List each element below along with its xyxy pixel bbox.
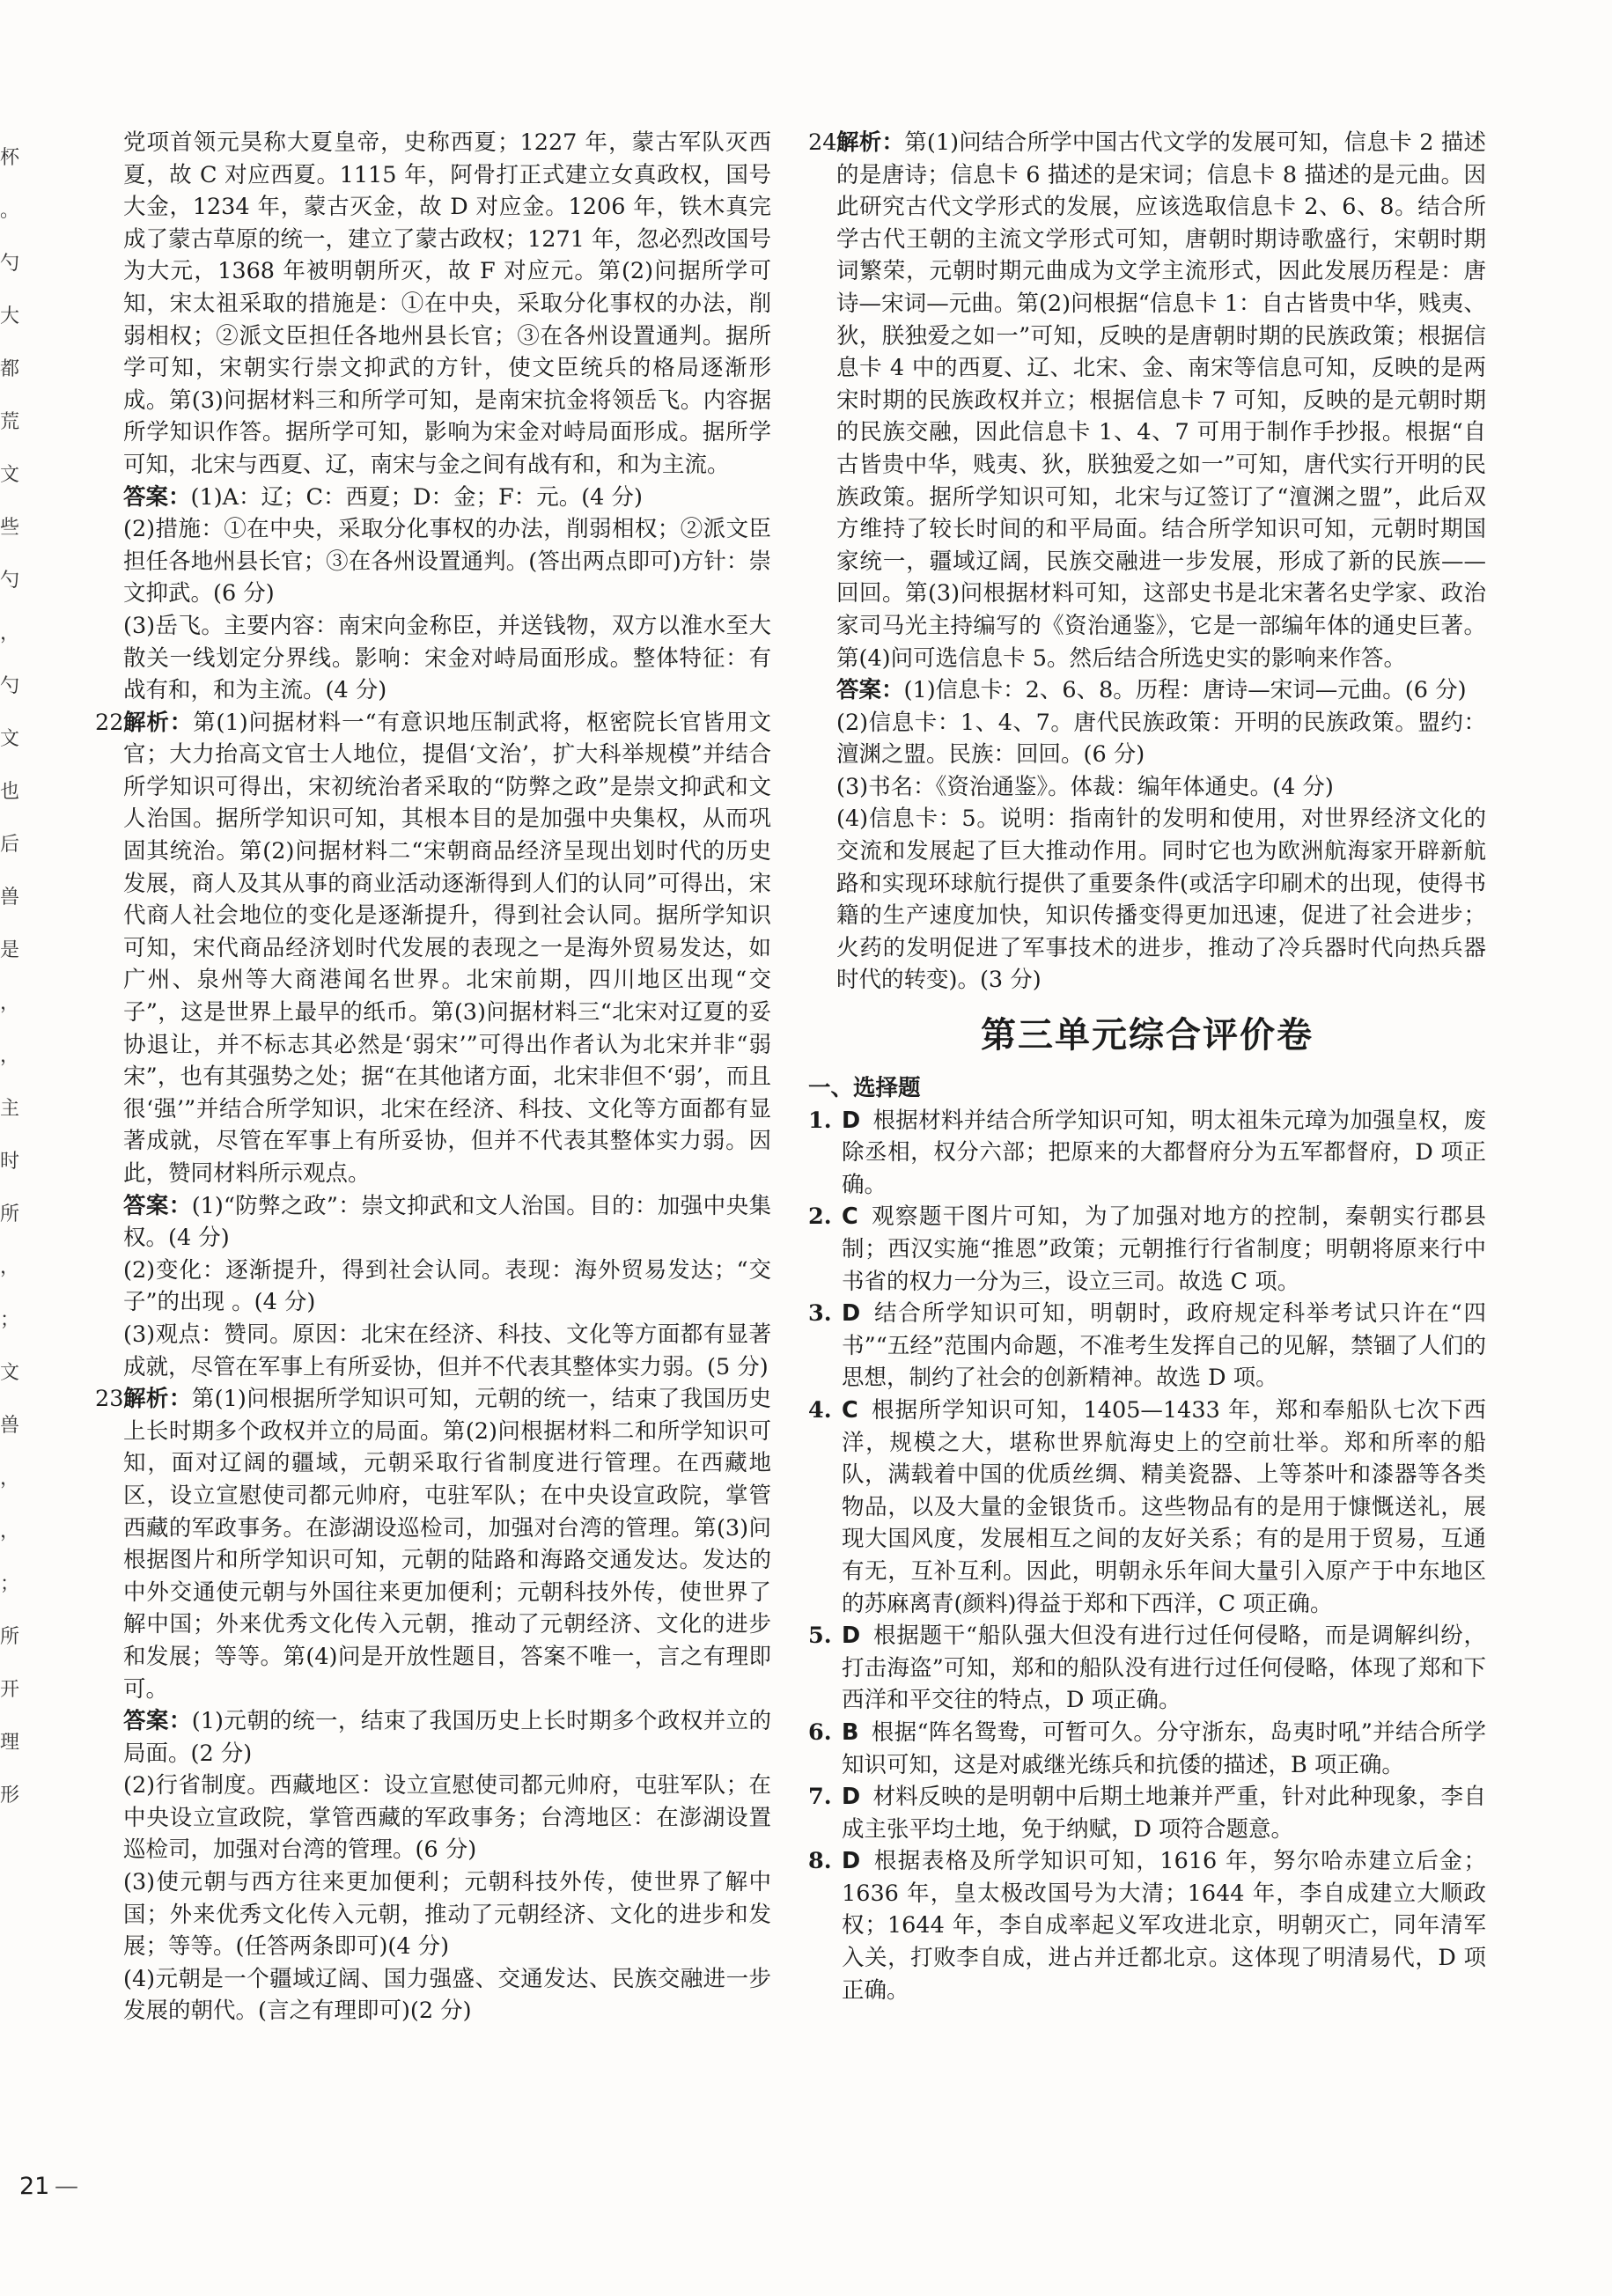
choice-answer-letter: D [842,1300,861,1328]
edge-char: 形 [0,1785,20,1807]
choice-answer-letter: C [842,1203,858,1231]
choice-explanation: 根据题干“船队强大但没有进行过任何侵略，而是调解纠纷，打击海盗”可知，郑和的船队没有进行过任何侵略，体现了郑和下西洋和平交往的特点，D 项正确。 [842,1623,1486,1714]
page-edge-text [0,132,20,1822]
choice-answer-letter: D [842,1848,861,1875]
q21-answer-1: 答案：(1)A：辽；C：西夏；D：金；F：元。(4 分) [123,483,643,511]
page-number-dash: — [55,2173,78,2200]
choice-answer-letter: D [842,1784,861,1811]
q24-answer-1: 答案：(1)信息卡：2、6、8。历程：唐诗—宋词—元曲。(6 分) [836,677,1467,704]
edge-char: 后 [0,834,20,856]
choice-number: 8. [808,1848,832,1875]
edge-char: 时 [0,1151,20,1173]
q23-answer-1: 答案：(1)元朝的统一，结束了我国历史上长时期多个政权并立的局面。(2 分) [123,1708,771,1767]
answer-label: 答案： [123,1708,192,1735]
q21-analysis-text: 党项首领元昊称大夏皇帝，史称西夏；1227 年，蒙古军队灭西夏，故 C 对应西夏。1115 年，阿骨打正式建立女真政权，国号大金，1234 年，蒙古灭金，故 D 对应金。1206 年，铁木真完成了蒙古草原的统一，建立了蒙古政权；1271 年，忽必烈改国号为大元，1368 年被明朝所灭，故 F 对应元。第(2)问据所学可知，宋太祖采取的措施是：①在中央，采取分化事权的办法，削弱相权；②派文臣担任各地州县长官；③在各州设置通判。据所学可知，宋朝实行崇文抑武的方针，使文臣统兵的格局逐渐形成。第(3)问据材料三和所学可知，是南宋抗金将领岳飞。内容据所学知识作答。据所学可知，影响为宋金对峙局面形成。据所学可知，北宋与西夏、辽，南宋与金之间有战有和，和为主流。 [123,129,772,478]
edge-char: 勺 [0,253,20,275]
choice-explanation: 根据材料并结合所学知识可知，明太祖朱元璋为加强皇权，废除丞相，权分六部；把原来的大都督府分为五军都督府，D 项正确。 [842,1107,1486,1198]
choice-item [808,1620,1486,1717]
q21-continuation [95,127,771,707]
choice-explanation: 结合所学知识可知，明朝时，政府规定科举考试只许在“四书”“五经”范围内命题，不准考生发挥自己的见解，禁锢了人们的思想，制约了社会的创新精神。故选 D 项。 [842,1300,1486,1392]
choice-answer-letter: C [842,1396,858,1424]
q23-answer-3: (3)使元朝与西方往来更加便利；元朝科技外传，使世界了解中国；外来优秀文化传入元朝，推动了元朝经济、文化的进步和发展；等等。(任答两条即可)(4 分) [123,1869,771,1961]
edge-char: ， [0,1520,20,1542]
edge-char: ， [0,622,20,644]
q22-answer-3: (3)观点：赞同。原因：北宋在经济、科技、文化等方面都有显著成就，尽管在军事上有所妥协，但并不代表其整体实力弱。(5 分) [123,1321,771,1380]
edge-char: 兽 [0,887,20,909]
q24-answer-3: (3)书名：《资治通鉴》。体裁：编年体通史。(4 分) [836,773,1334,800]
q24-answer-2: (2)信息卡：1、4、7。唐代民族政策：开明的民族政策。盟约：澶渊之盟。民族：回回。(6 分) [836,709,1486,769]
q22-answer-2: (2)变化：逐渐提升，得到社会认同。表现：海外贸易发达；“交子”的出现 。(4 分) [123,1256,771,1316]
choice-answer-letter: B [842,1718,859,1746]
q24-number: 24. [808,129,844,156]
edge-char: 是 [0,939,20,961]
q23-analysis: 解析：第(1)问根据所学知识可知，元朝的统一，结束了我国历史上长时期多个政权并立的局面。第(2)问根据材料二和所学知识可知，面对辽阔的疆域，元朝采取行省制度进行管理。在西藏地区，设立宣慰使司都元帅府，屯驻军队；在中央设宣政院，掌管西藏的军政事务。在澎湖设巡检司，加强对台湾的管理。第(3)问根据图片和所学知识可知，元朝的陆路和海路交通发达。发达的中外交通使元朝与外国往来更加便利；元朝科技外传，使世界了解中国；外来优秀文化传入元朝，推动了元朝经济、文化的进步和发展；等等。第(4)问是开放性题目，答案不唯一，言之有理即可。 [123,1386,771,1703]
choice-number: 5. [808,1623,832,1650]
q22 [95,707,771,1383]
choice-answer-letter: D [842,1107,861,1134]
edge-char: ； [0,1309,20,1331]
edge-char: 杯 [0,147,20,169]
edge-char: 文 [0,728,20,750]
analysis-label: 解析： [123,709,194,736]
choice-item [808,1298,1486,1395]
q23 [95,1383,771,2027]
choice-number: 4. [808,1396,832,1424]
edge-char: 理 [0,1732,20,1754]
choice-number: 2. [808,1203,832,1231]
edge-char: ， [0,1256,20,1278]
edge-char: 大 [0,305,20,327]
section-title: 第三单元综合评价卷 [981,1015,1314,1056]
answer-label: 答案： [123,483,191,511]
choice-number: 6. [808,1718,832,1746]
choice-number: 1. [808,1107,832,1134]
choice-explanation: 观察题干图片可知，为了加强对地方的控制，秦朝实行郡县制；西汉实施“推恩”政策；元朝推行行省制度；明朝将原来行中书省的权力一分为三，设立三司。故选 C 项。 [842,1203,1486,1295]
answer-label: 答案： [836,677,904,704]
edge-char: ， [0,1045,20,1067]
choice-explanation: 根据表格及所学知识可知，1616 年，努尔哈赤建立后金；1636 年，皇太极改国号为大清；1644 年，李自成建立大顺政权；1644 年，李自成率起义军攻进北京，明朝灭亡，同年清军入关，打败李自成，进占并迁都北京。这体现了明清易代，D 项正确。 [842,1848,1486,2004]
analysis-label: 解析： [836,129,905,156]
q22-number: 22. [95,709,131,736]
q23-answer-4: (4)元朝是一个疆域辽阔、国力强盛、交通发达、民族交融进一步发展的朝代。(言之有理即可)(2 分) [123,1965,771,2025]
right-column [808,127,1486,2006]
choice-item [808,1201,1486,1298]
q23-answer-2: (2)行省制度。西藏地区：设立宣慰使司都元帅府，屯驻军队；在中央设立宣政院，掌管西藏的军政事务；台湾地区：在澎湖设置巡检司，加强对台湾的管理。(6 分) [123,1772,771,1864]
q24-answer-4: (4)信息卡：5。说明：指南针的发明和使用，对世界经济文化的交流和发展起了巨大推动作用。同时它也为欧洲航海家开辟新航路和实现环球航行提供了重要条件(或活字印刷术的出现，使得书籍的生产速度加快，知识传播变得更加迅速，促进了社会进步；火药的发明促进了军事技术的进步，推动了冷兵器时代向热兵器时代的转变)。(3 分) [836,806,1486,994]
subsection-title: 一、选择题 [808,1075,921,1102]
q22-analysis: 解析：第(1)问据材料一“有意识地压制武将，枢密院长官皆用文官；大力抬高文官士人地位，提倡‘文治’，扩大科举规模”并结合所学知识可得出，宋初统治者采取的“防弊之政”是崇文抑武和文人治国。据所学知识可知，其根本目的是加强中央集权，从而巩固其统治。第(2)问据材料二“宋朝商品经济呈现出划时代的历史发展，商人及其从事的商业活动逐渐得到人们的认同”可得出，宋代商人社会地位的变化是逐渐提升，得到社会认同。据所学知识可知，宋代商品经济划时代发展的表现之一是海外贸易发达，如广州、泉州等大商港闻名世界。北宋前期，四川地区出现“交子”，这是世界上最早的纸币。第(3)问据材料三“北宋对辽夏的妥协退让，并不标志其必然是‘弱宋’”可得出作者认为北宋并非“弱宋”，也有其强势之处；据“在其他诸方面，北宋非但不‘弱’，而且很‘强’”并结合所学知识，北宋在经济、科技、文化等方面都有显著成就，尽管在军事上有所妥协，但并不代表其整体实力弱。因此，赞同材料所示观点。 [123,709,771,1187]
choice-number: 3. [808,1300,832,1328]
page-number: 21 [19,2173,50,2200]
edge-char: 文 [0,464,20,486]
q21-answer-2: (2)措施：①在中央，采取分化事权的办法，削弱相权；②派文臣担任各地州县长官；③在各州设置通判。(答出两点即可)方针：崇文抑武。(6 分) [123,516,771,607]
q23-number: 23. [95,1386,131,1413]
edge-char: ； [0,1573,20,1595]
choice-number: 7. [808,1784,832,1811]
choice-item [808,1845,1486,2006]
choice-explanation: 根据“阵名鸳鸯，可暂可久。分守浙东，岛夷时吼”并结合所学知识可知，这是对戚继光练兵和抗倭的描述，B 项正确。 [842,1718,1486,1778]
edge-char: 勺 [0,570,20,592]
edge-char: ， [0,992,20,1014]
choice-explanation: 根据所学知识可知，1405—1433 年，郑和奉船队七次下西洋，规模之大，堪称世界航海史上的空前壮举。郑和所率的船队，满载着中国的优质丝绸、精美瓷器、上等茶叶和漆器等各类物品，以及大量的金银货币。这些物品有的是用于慷慨送礼，展现大国风度，发展相互之间的友好关系；有的是用于贸易，互通有无，互补互利。因此，明朝永乐年间大量引入原产于中东地区的苏麻离青(颜料)得益于郑和下西洋，C 项正确。 [842,1396,1486,1617]
choice-item [808,1105,1486,1202]
edge-char: 所 [0,1626,20,1648]
choice-answer-letter: D [842,1623,861,1650]
choice-item [808,1717,1486,1781]
edge-char: 所 [0,1203,20,1225]
edge-char: 勺 [0,675,20,697]
choice-item [808,1395,1486,1620]
edge-char: ， [0,1468,20,1490]
q22-answer-1: 答案：(1)“防弊之政”：崇文抑武和文人治国。目的：加强中央集权。(4 分) [123,1192,771,1252]
choice-item [808,1781,1486,1845]
left-column [95,127,771,2027]
edge-char: 开 [0,1679,20,1701]
choice-list [808,1105,1486,2007]
edge-char: 。 [0,200,20,222]
edge-char: 荒 [0,411,20,433]
q24-analysis: 解析：第(1)问结合所学中国古代文学的发展可知，信息卡 2 描述的是唐诗；信息卡 6 描述的是宋词；信息卡 8 描述的是元曲。因此研究古代文学形式的发展，应该选取信息卡 2、6、8。结合所学古代王朝的主流文学形式可知，唐朝时期诗歌盛行，宋朝时期词繁荣，元朝时期元曲成为文学主流形式，因此发展历程是：唐诗—宋词—元曲。第(2)问根据“信息卡 1：自古皆贵中华，贱夷、狄，朕独爱之如一”可知，反映的是唐朝时期的民族政策；根据信息卡 4 中的西夏、辽、北宋、金、南宋等信息可知，反映的是两宋时期的民族政权并立；根据信息卡 7 可知，反映的是元朝时期的民族交融，因此信息卡 1、4、7 可用于制作手抄报。根据“自古皆贵中华，贱夷、狄，朕独爱之如一”可知，唐代实行开明的民族政策。据所学知识可知，北宋与辽签订了“澶渊之盟”，此后双方维持了较长时间的和平局面。结合所学知识可知，元朝时期国家统一，疆域辽阔，民族交融进一步发展，形成了新的民族——回回。第(3)问根据材料可知，这部史书是北宋著名史学家、政治家司马光主持编写的《资治通鉴》，它是一部编年体的通史巨著。第(4)问可选信息卡 5。然后结合所选史实的影响来作答。 [836,129,1486,672]
edge-char: 文 [0,1362,20,1384]
edge-char: 主 [0,1098,20,1120]
q24 [808,127,1486,997]
edge-char: 些 [0,517,20,539]
edge-char: 也 [0,781,20,803]
choice-explanation: 材料反映的是明朝中后期土地兼并严重，针对此种现象，李自成主张平均土地，免于纳赋，D 项符合题意。 [842,1784,1486,1843]
edge-char: 兽 [0,1415,20,1437]
edge-char: 都 [0,358,20,380]
analysis-label: 解析： [123,1386,192,1413]
answer-label: 答案： [123,1192,192,1219]
q21-answer-3: (3)岳飞。主要内容：南宋向金称臣，并送钱物，双方以淮水至大散关一线划定分界线。影响：宋金对峙局面形成。整体特征：有战有和，和为主流。(4 分) [123,612,771,704]
